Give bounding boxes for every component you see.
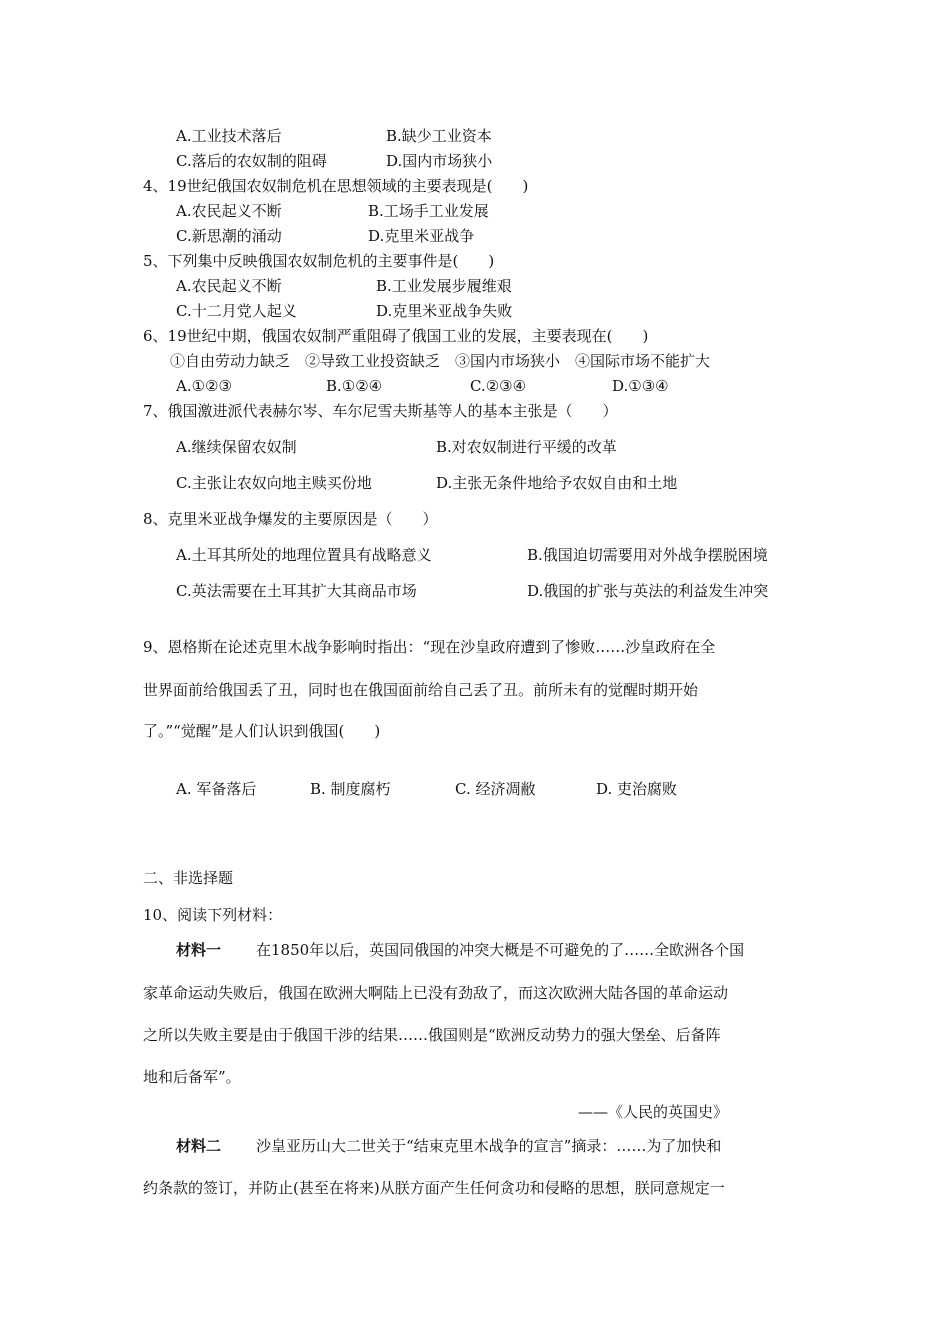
q5-option-d: D.克里米亚战争失败	[376, 302, 513, 320]
q4-option-d: D.克里米亚战争	[368, 227, 475, 245]
q9-option-d: D. 吏治腐败	[596, 780, 678, 798]
material-one-line4: 地和后备军”。	[143, 1068, 241, 1086]
q5-option-c: C.十二月党人起义	[176, 302, 297, 320]
q4-option-a: A.农民起义不断	[176, 202, 282, 220]
material-one-source: ——《人民的英国史》	[578, 1103, 729, 1121]
q4-option-b: B.工场手工业发展	[368, 202, 489, 220]
q4-option-c: C.新思潮的涌动	[176, 227, 282, 245]
q9-option-c: C. 经济凋敝	[455, 780, 536, 798]
q10-stem: 10、阅读下列材料：	[143, 906, 283, 924]
q8-option-d: D.俄国的扩张与英法的利益发生冲突	[527, 582, 769, 600]
q3-option-d: D.国内市场狭小	[386, 152, 493, 170]
q8-stem: 8、克里米亚战争爆发的主要原因是（ ）	[143, 510, 438, 528]
q8-option-b: B.俄国迫切需要用对外战争摆脱困境	[527, 546, 768, 564]
q5-option-b: B.工业发展步履维艰	[376, 277, 512, 295]
q6-option-d: D.①③④	[612, 377, 669, 395]
q6-items: ①自由劳动力缺乏 ②导致工业投资缺乏 ③国内市场狭小 ④国际市场不能扩大	[170, 352, 711, 370]
q6-option-c: C.②③④	[470, 377, 527, 395]
q7-option-b: B.对农奴制进行平缓的改革	[436, 438, 617, 456]
q5-stem: 5、下列集中反映俄国农奴制危机的主要事件是( )	[143, 252, 495, 270]
q7-option-d: D.主张无条件地给予农奴自由和土地	[436, 474, 678, 492]
q9-line1: 9、恩格斯在论述克里木战争影响时指出：“现在沙皇政府遭到了惨败……沙皇政府在全	[143, 638, 716, 656]
q5-option-a: A.农民起义不断	[176, 277, 282, 295]
material-two-line2: 约条款的签订，并防止(甚至在将来)从朕方面产生任何贪功和侵略的思想，朕同意规定一	[143, 1179, 725, 1197]
material-two-line1: 沙皇亚历山大二世关于“结束克里木战争的宣言”摘录：……为了加快和	[256, 1137, 722, 1155]
q8-option-c: C.英法需要在土耳其扩大其商品市场	[176, 582, 417, 600]
q6-stem: 6、19世纪中期，俄国农奴制严重阻碍了俄国工业的发展，主要表现在( )	[143, 327, 649, 345]
q9-line2: 世界面前给俄国丢了丑，同时也在俄国面前给自己丢了丑。前所未有的觉醒时期开始	[143, 681, 699, 699]
section-heading: 二、非选择题	[143, 869, 234, 887]
q9-option-b: B. 制度腐朽	[310, 780, 391, 798]
q9-line3: 了。”“觉醒”是人们认识到俄国( )	[143, 722, 381, 740]
q3-option-c: C.落后的农奴制的阻碍	[176, 152, 327, 170]
q7-option-c: C.主张让农奴向地主赎买份地	[176, 474, 372, 492]
q7-option-a: A.继续保留农奴制	[176, 438, 297, 456]
q3-option-b: B.缺少工业资本	[386, 127, 492, 145]
material-one-line3: 之所以失败主要是由于俄国干涉的结果……俄国则是“欧洲反动势力的强大堡垒、后备阵	[143, 1026, 721, 1044]
q6-option-b: B.①②④	[326, 377, 383, 395]
material-one-label: 材料一	[176, 941, 222, 959]
material-one-line2: 家革命运动失败后，俄国在欧洲大啊陆上已没有劲敌了，而这次欧洲大陆各国的革命运动	[143, 984, 729, 1002]
material-two-label: 材料二	[176, 1137, 222, 1155]
q7-stem: 7、俄国激进派代表赫尔岑、车尔尼雪夫斯基等人的基本主张是（ ）	[143, 402, 618, 420]
q8-option-a: A.土耳其所处的地理位置具有战略意义	[176, 546, 432, 564]
q4-stem: 4、19世纪俄国农奴制危机在思想领域的主要表现是( )	[143, 177, 529, 195]
q6-option-a: A.①②③	[176, 377, 232, 395]
q9-option-a: A. 军备落后	[176, 780, 257, 798]
material-one-line1: 在1850年以后，英国同俄国的冲突大概是不可避免的了……全欧洲各个国	[256, 941, 745, 959]
q3-option-a: A.工业技术落后	[176, 127, 282, 145]
